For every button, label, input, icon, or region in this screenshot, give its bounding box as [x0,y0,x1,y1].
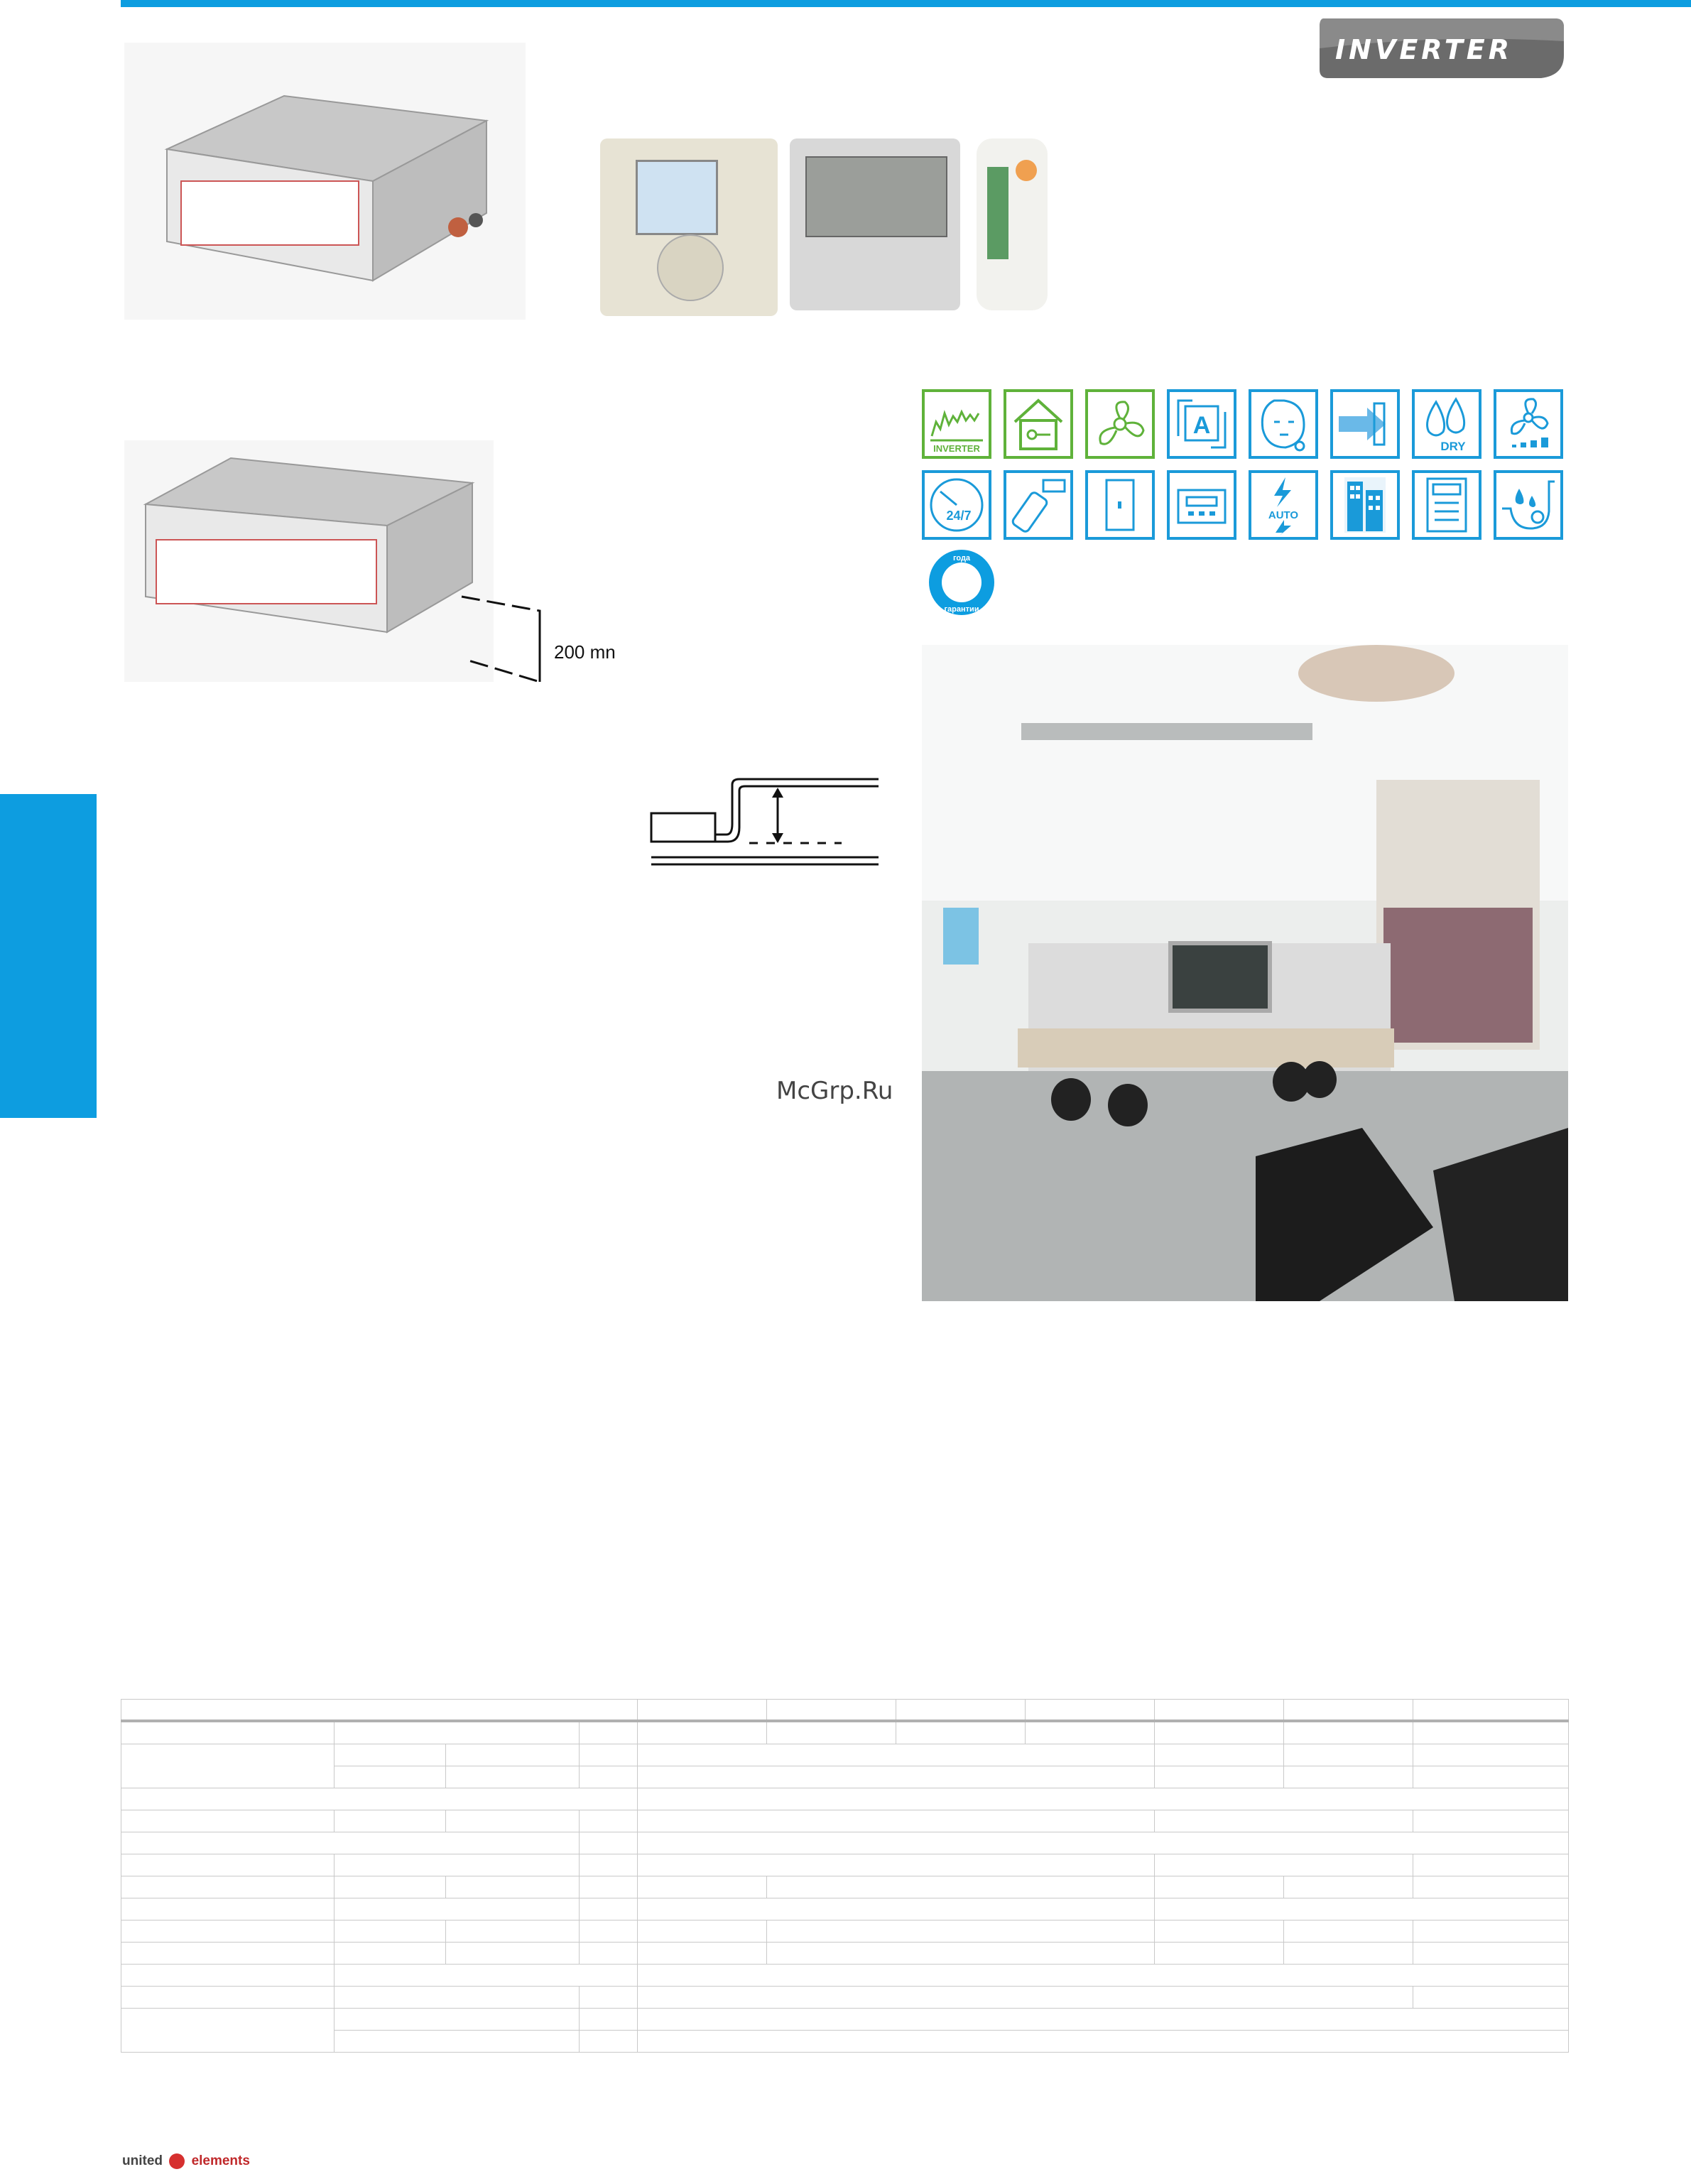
section-side-tab [0,794,97,1118]
wired-remote-brc1d [790,138,960,310]
svg-text:DRY: DRY [1440,440,1466,453]
building-management-icon [1330,470,1400,540]
table-row [121,1920,1569,1943]
svg-text:AUTO: AUTO [1268,509,1299,521]
table-row [121,1943,1569,1965]
table-row [121,1898,1569,1920]
fan-speed-icon [1494,389,1563,459]
installation-diagram [650,764,884,870]
auto-changeover-icon [1167,389,1236,459]
table-row [121,1744,1569,1766]
wired-remote-icon [1085,470,1155,540]
remote-buttons [987,167,1008,259]
svg-text:года: года [952,554,971,563]
table-row [121,1854,1569,1876]
table-row [121,2031,1569,2053]
svg-text:INVERTER: INVERTER [933,443,980,454]
inverter-badge [1314,13,1570,84]
badge-label: INVERTER [1335,34,1513,65]
auto-restart-icon [1249,470,1318,540]
table-row [121,1721,1569,1744]
watermark: McGrp.Ru [776,1077,893,1105]
controller-screen [636,160,718,235]
remote-power-button [1016,160,1037,181]
table-row [121,1766,1569,1788]
height-dimension-label: 200 mn [554,641,616,663]
wired-remote-brc1e [600,138,778,316]
dry-program-icon [1412,389,1481,459]
table-row [121,1965,1569,1987]
drain-pump-icon [1494,470,1563,540]
showroom-photo [922,645,1568,1301]
infrared-remote-icon [1004,470,1073,540]
top-accent-bar [121,0,1691,7]
controller-screen [805,156,947,237]
table-row [121,1788,1569,1810]
table-row [121,1876,1569,1898]
united-elements-logo [122,2153,250,2169]
specification-table [121,1699,1569,2053]
self-diagnosis-icon [1412,470,1481,540]
centralised-control-icon [1167,470,1236,540]
inverter-icon [922,389,991,459]
height-dimension-line [391,590,554,689]
table-row [121,1987,1569,2009]
table-row [121,2009,1569,2031]
timer-24-7-icon [922,470,991,540]
infrared-remote [977,138,1048,310]
filter-icon [1330,389,1400,459]
fan-only-icon [1085,389,1155,459]
table-row [121,1810,1569,1832]
home-leave-icon [1004,389,1073,459]
svg-text:гарантии: гарантии [944,605,979,614]
svg-text:A: A [1192,412,1211,439]
logo-mark-icon [169,2153,185,2169]
logo-text-united: united [122,2153,163,2169]
table-row [121,1832,1569,1854]
controller-dial [657,234,724,301]
table-row [121,1700,1569,1722]
svg-text:24/7: 24/7 [946,509,972,523]
warranty-badge [928,548,996,616]
duct-unit-photo [124,43,526,320]
quiet-operation-icon [1249,389,1318,459]
logo-text-elements: elements [191,2153,250,2169]
